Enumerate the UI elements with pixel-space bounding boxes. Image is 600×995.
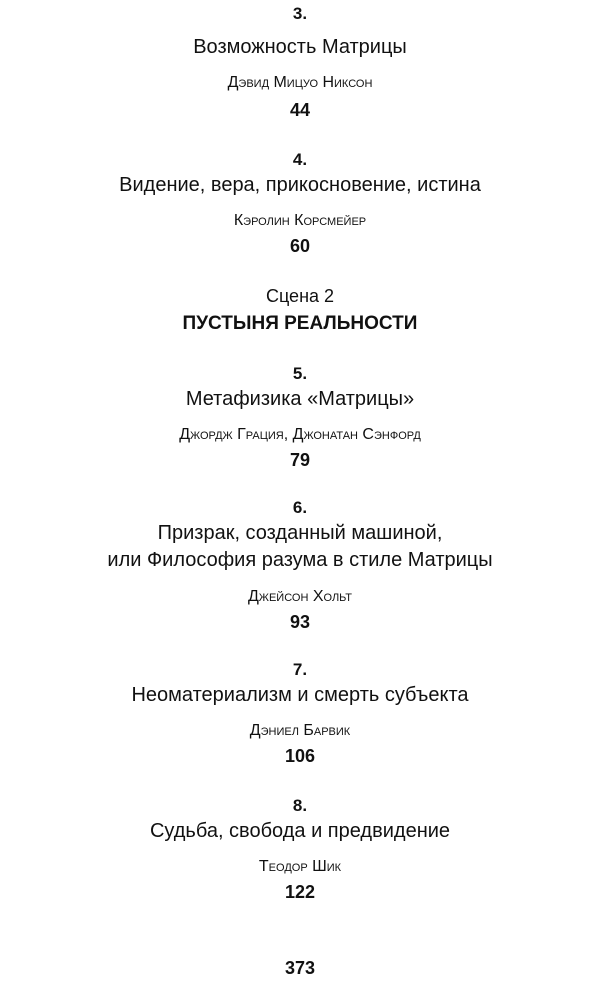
entry-page: 93 [289, 612, 311, 632]
page-number: 373 [284, 958, 316, 978]
entry-author: Дэвид Мицуо Никсон [227, 74, 373, 91]
entry-title: Видение, вера, прикосновение, истина [119, 174, 481, 196]
entry-number: 6. [292, 498, 308, 517]
entry-author: Кэролин Корсмейер [233, 212, 367, 229]
entry-page: 79 [289, 450, 311, 470]
entry-page: 122 [284, 882, 316, 902]
entry-author: Дэниел Барвик [249, 722, 351, 739]
entry-author: Джейсон Хольт [247, 588, 353, 605]
entry-author: Джордж Грация, Джонатан Сэнфорд [179, 426, 421, 443]
entry-author: Теодор Шик [258, 858, 342, 875]
entry-title: Призрак, созданный машиной, [157, 522, 443, 544]
section-label: Сцена 2 [265, 286, 335, 306]
entry-number: 7. [292, 660, 308, 679]
entry-page: 44 [289, 100, 311, 120]
entry-number: 3. [292, 4, 308, 23]
entry-title: Возможность Матрицы [193, 36, 407, 58]
entry-page: 60 [289, 236, 311, 256]
entry-page: 106 [284, 746, 316, 766]
entry-title: Неоматериализм и смерть субъекта [131, 684, 469, 706]
entry-title-line2: или Философия разума в стиле Матрицы [107, 549, 493, 571]
entry-number: 4. [292, 150, 308, 169]
entry-title: Судьба, свобода и предвидение [149, 820, 451, 842]
entry-number: 5. [292, 364, 308, 383]
entry-number: 8. [292, 796, 308, 815]
entry-title: Метафизика «Матрицы» [185, 388, 415, 410]
section-title: ПУСТЫНЯ РЕАЛЬНОСТИ [182, 313, 418, 334]
